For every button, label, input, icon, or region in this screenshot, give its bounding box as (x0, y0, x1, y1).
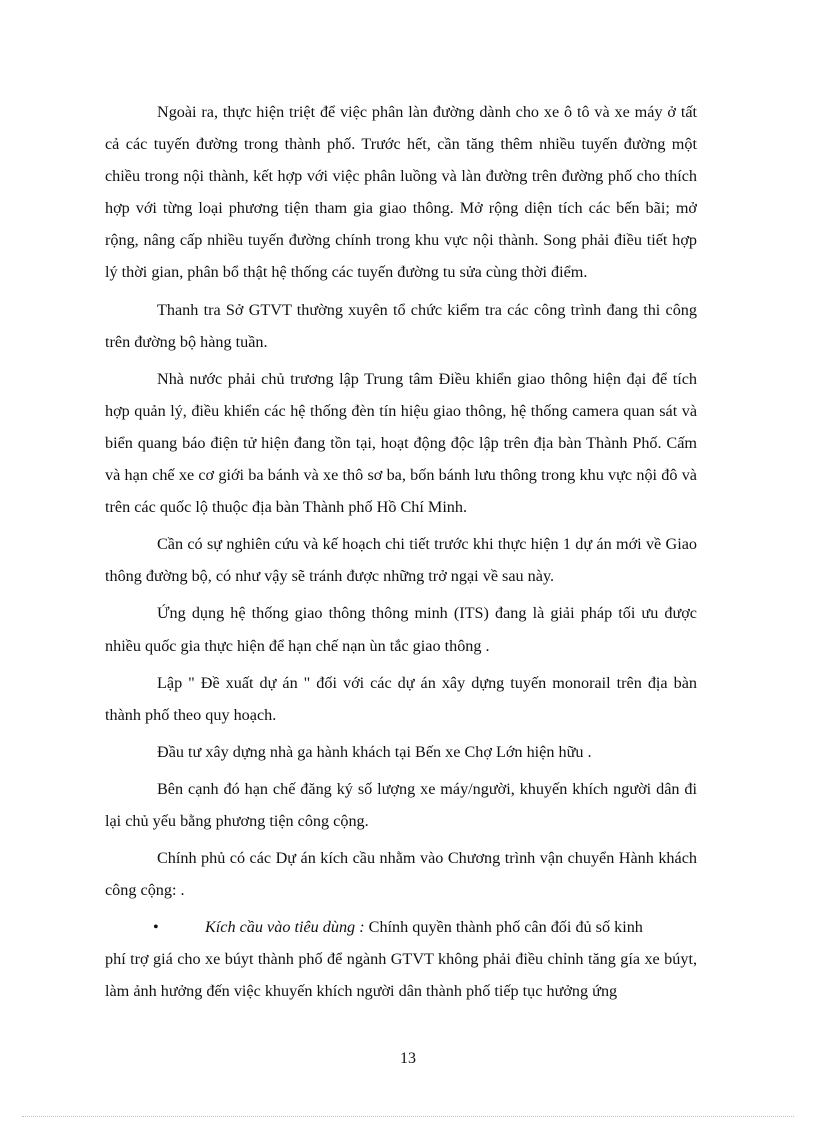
paragraph: Bên cạnh đó hạn chế đăng ký số lượng xe máy/người, khuyến khích người dân đi lại chủ yếu bằng phương tiện công cộng. (105, 779, 697, 830)
paragraph: Đầu tư xây dựng nhà ga hành khách tại Bến xe Chợ Lớn hiện hữu . (157, 742, 592, 761)
paragraph: Lập " Đề xuất dự án " đối với các dự án xây dựng tuyến monorail trên địa bàn thành phố theo quy hoạch. (105, 673, 697, 724)
bullet-first-line (105, 911, 697, 943)
bullet-item (105, 911, 697, 1007)
paragraph: Ứng dụng hệ thống giao thông thông minh (ITS) đang là giải pháp tối ưu được nhiều quốc gia thực hiện để hạn chế nạn ùn tắc giao thông . (105, 604, 697, 655)
bullet-heading: Kích cầu vào tiêu dùng : (205, 918, 365, 937)
paragraph: Nhà nước phải chủ trương lập Trung tâm Điều khiển giao thông hiện đại để tích hợp quản lý, điều khiển các hệ thống đèn tín hiệu giao thông, hệ thống camera quan sát và biển quang báo điện tử hiện đang tồn tại, hoạt động độc lập trên địa bàn Thành Phố. Cấm và hạn chế xe cơ giới ba bánh và xe thô sơ ba, bốn bánh lưu thông trong khu vực nội đô và trên các quốc lộ thuộc địa bàn Thành phố Hồ Chí Minh. (105, 369, 697, 517)
bullet-text-continuation: phí trợ giá cho xe búyt thành phố để ngành GTVT không phải điều chỉnh tăng gía xe búyt, làm ảnh hưởng đến việc khuyến khích người dân thành phố tiếp tục hưởng ứng (105, 950, 697, 1001)
bullet-icon: • (153, 918, 159, 937)
paragraph: Ngoài ra, thực hiện triệt để việc phân làn đường dành cho xe ô tô và xe máy ở tất cả các tuyến đường trong thành phố. Trước hết, cần tăng thêm nhiều tuyến đường một chiều trong nội thành, kết hợp với việc phân luồng và làn đường trên đường phố cho thích hợp với từng loại phương tiện tham gia giao thông. Mở rộng diện tích các bến bãi; mở rộng, nâng cấp nhiều tuyến đường chính trong khu vực nội thành. Song phải điều tiết hợp lý thời gian, phân bổ thật hệ thống các tuyến đường tu sửa cùng thời điểm. (105, 103, 697, 282)
paragraph: Thanh tra Sở GTVT thường xuyên tổ chức kiểm tra các công trình đang thi công trên đường bộ hàng tuần. (105, 300, 697, 351)
bullet-text-start: Chính quyền thành phố cân đối đủ số kinh (364, 918, 643, 937)
page-number: 13 (400, 1050, 416, 1067)
page-bottom-divider (22, 1116, 794, 1117)
body-text (105, 96, 697, 1008)
paragraph: Cần có sự nghiên cứu và kế hoạch chi tiết trước khi thực hiện 1 dự án mới về Giao thông đường bộ, có như vậy sẽ tránh được những trở ngại về sau này. (105, 535, 697, 586)
paragraph: Chính phủ có các Dự án kích cầu nhằm vào Chương trình vận chuyển Hành khách công cộng: . (105, 849, 697, 900)
